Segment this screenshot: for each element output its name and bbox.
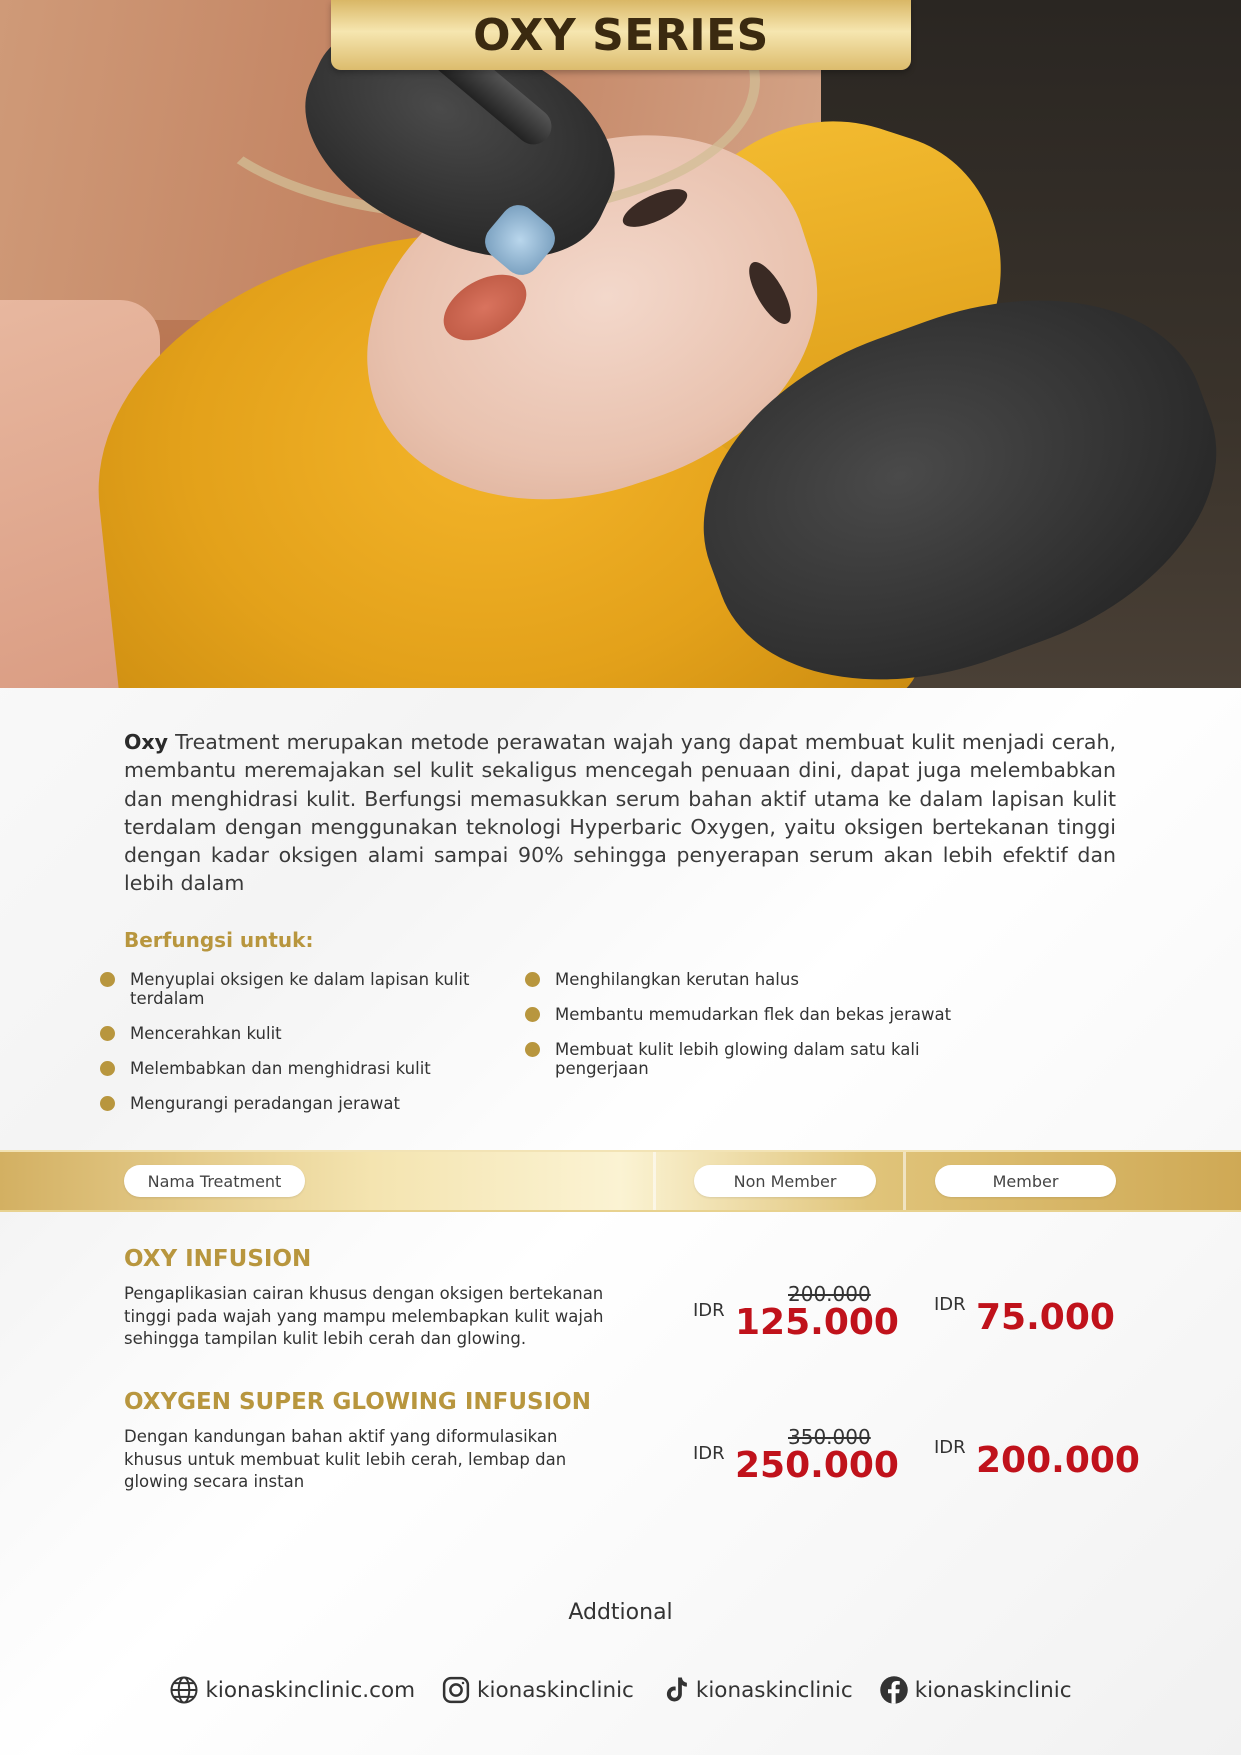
bullet-dot-icon [100, 1096, 115, 1111]
intro-text: Treatment merupakan metode perawatan wajah yang dapat membuat kulit menjadi cerah, membantu meremajakan sel kulit sekaligus mencegah penuaan dini, dapat juga melembabkan dan menghidrasi kulit. Berfungsi memasukkan serum bahan aktif utama ke dalam lapisan kulit terdalam dengan menggunakan teknologi Hyperbaric Oxygen, yaitu oksigen bertekanan tinggi dengan kadar oksigen alami sampai 90% sehingga penyerapan serum akan lebih efektif dan lebih dalam [124, 730, 1116, 896]
list-item: Mencerahkan kulit [100, 1024, 480, 1043]
intro-paragraph [124, 728, 1116, 898]
currency-label: IDR [934, 1294, 966, 1315]
title-banner [331, 0, 911, 70]
list-item: Menghilangkan kerutan halus [525, 970, 985, 989]
website-link[interactable]: kionaskinclinic.com [169, 1675, 415, 1705]
list-item: Melembabkan dan menghidrasi kulit [100, 1059, 480, 1078]
treatment-description: Pengaplikasian cairan khusus dengan oksigen bertekanan tinggi pada wajah yang mampu melembapkan kulit wajah sehingga tampilan kulit lebih cerah dan glowing. [124, 1284, 604, 1348]
list-item: Membantu memudarkan flek dan bekas jerawat [525, 1005, 985, 1024]
non-member-price: 250.000 [735, 1445, 899, 1486]
currency-label: IDR [693, 1443, 725, 1464]
bullet-dot-icon [100, 972, 115, 987]
globe-icon [169, 1675, 199, 1705]
functions-list-left [100, 970, 480, 1129]
header-member: Member [935, 1165, 1116, 1197]
bullet-dot-icon [525, 1007, 540, 1022]
old-price: 200.000 [788, 1282, 871, 1306]
bullet-dot-icon [100, 1026, 115, 1041]
member-price: 75.000 [976, 1297, 1115, 1338]
treatment-name: OXYGEN SUPER GLOWING INFUSION [124, 1389, 591, 1415]
instagram-icon [441, 1675, 471, 1705]
currency-label: IDR [693, 1300, 725, 1321]
facebook-link[interactable]: kionaskinclinic [879, 1675, 1072, 1705]
additional-label: Addtional [568, 1600, 673, 1625]
bullet-dot-icon [525, 1042, 540, 1057]
bullet-dot-icon [525, 972, 540, 987]
treatment-name: OXY INFUSION [124, 1246, 312, 1272]
treatment-description: Dengan kandungan bahan aktif yang diformulasikan khusus untuk membuat kulit lebih cerah, lembap dan glowing secara instan [124, 1427, 567, 1491]
list-item: Menyuplai oksigen ke dalam lapisan kulit terdalam [100, 970, 480, 1008]
intro-lead: Oxy [124, 730, 169, 754]
non-member-price: 125.000 [735, 1302, 899, 1343]
currency-label: IDR [934, 1437, 966, 1458]
header-non-member: Non Member [694, 1165, 876, 1197]
list-item: Mengurangi peradangan jerawat [100, 1094, 480, 1113]
member-price: 200.000 [976, 1440, 1140, 1481]
bullet-dot-icon [100, 1061, 115, 1076]
instagram-link[interactable]: kionaskinclinic [441, 1675, 634, 1705]
facebook-icon [879, 1675, 909, 1705]
tiktok-link[interactable]: kionaskinclinic [660, 1675, 853, 1705]
list-item: Membuat kulit lebih glowing dalam satu kali pengerjaan [525, 1040, 935, 1078]
functions-title: Berfungsi untuk: [124, 928, 314, 952]
old-price: 350.000 [788, 1425, 871, 1449]
header-nama-treatment: Nama Treatment [124, 1165, 305, 1197]
tiktok-icon [660, 1675, 690, 1705]
table-header-bar [0, 1150, 1241, 1212]
footer-social-links [0, 1675, 1241, 1705]
functions-list-right [525, 970, 985, 1094]
page-title: OXY SERIES [473, 9, 769, 61]
hero-photo [0, 0, 1241, 688]
